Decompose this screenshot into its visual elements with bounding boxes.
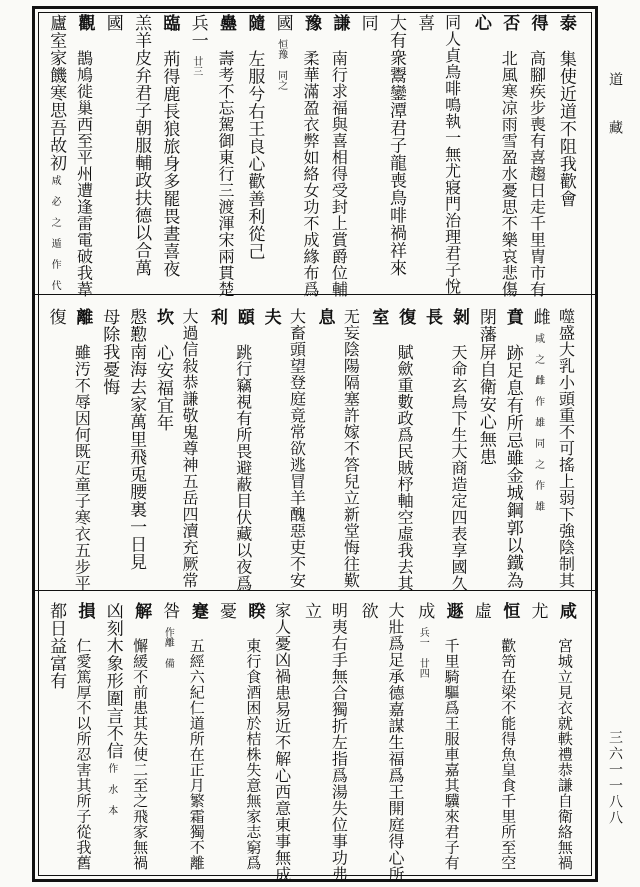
verse-column: 憂 <box>216 602 237 620</box>
hexagram-heading: 遯 <box>442 602 463 619</box>
verse-column: 大壯爲足承德嘉謀生福爲王開庭得心所 <box>385 602 405 883</box>
verse-column: 廬室家饑寒思吾故初 <box>46 14 67 172</box>
verse-column: 心安福宜年 <box>153 344 174 432</box>
verse-column: 噬盛大乳小頭重不可搖上弱下強陰制其 <box>556 308 576 589</box>
annotation-note: 作離 備 <box>162 627 174 668</box>
hexagram-heading: 臨 <box>159 14 180 31</box>
verse-column: 羔羊皮弁君子朝服輔政扶德以合萬 <box>131 14 152 277</box>
verse-column: 凶刻木象形圍言不信 <box>102 602 123 760</box>
verse-column: 喜 <box>414 14 435 32</box>
hexagram-heading: 泰 <box>555 14 576 31</box>
annotation-note: 咸 必 之 遁 作 代 <box>49 175 61 290</box>
verse-column: 宮城立見衣就軼禮恭謙自衛絡無禍 <box>555 638 574 871</box>
hexagram-heading: 觀 <box>74 14 95 31</box>
verse-column: 无妄陰陽隔塞許嫁不答兒立新堂悔往歎 <box>341 308 361 589</box>
verse-column: 明夷右手無合獨折左指爲湯失位事功弗 <box>329 602 349 883</box>
verse-column: 五經六紀仁道所在正月繁霜獨不離 <box>187 638 206 871</box>
verse-column: 大有衆鬻鑾潭君子龍喪鳥啡禍祥來 <box>385 14 406 277</box>
verse-column: 千里騎驅爲王服車嘉其驥來君子有 <box>442 638 461 871</box>
hexagram-heading: 賁 <box>502 308 523 325</box>
verse-column: 國 <box>272 14 293 32</box>
hexagram-heading: 心 <box>470 14 491 31</box>
verse-column: 集使近道不阻我歡會 <box>555 50 576 208</box>
hexagram-heading: 息 <box>314 308 335 325</box>
verse-column: 左服兮右王良心歡善利從己 <box>244 50 265 260</box>
annotation-note: 廿三 <box>190 56 202 76</box>
verse-column: 跡足息有所忌雖金城鋼郭以鐵為 <box>502 344 523 589</box>
hexagram-heading: 復 <box>395 308 416 325</box>
hexagram-heading: 離 <box>72 308 93 325</box>
annotation-note: 兵一 廿四 <box>417 627 429 678</box>
hexagram-heading: 謙 <box>329 14 350 31</box>
verse-column: 懈緩不前患其失使二至之飛家無禍 <box>131 638 150 871</box>
annotation-note: 作 水 本 <box>105 763 117 815</box>
verse-column: 成 <box>414 602 435 620</box>
hexagram-heading: 長 <box>422 308 443 325</box>
verse-column: 閉藩屏自衛安心無患 <box>475 308 496 466</box>
verse-column: 慇懃南海去家萬里飛兎腰裏一日見 <box>126 308 147 571</box>
annotation-note: 恒豫 同之 <box>275 39 287 90</box>
hexagram-heading: 睽 <box>244 602 265 619</box>
hexagram-heading: 否 <box>499 14 520 31</box>
hexagram-heading: 坎 <box>153 308 174 325</box>
verse-column: 家人憂凶禍患易近不解心西意東事無成 <box>272 602 292 883</box>
hexagram-heading: 損 <box>74 602 95 619</box>
verse-column: 同人貞鳥啡鳴執一無尤寢門治理君子悅 <box>442 14 462 295</box>
verse-column: 母除我憂悔 <box>99 308 120 396</box>
verse-column: 壽考不忘駕御東行三渡渾宋兩貫楚 <box>216 50 236 298</box>
verse-column: 尤 <box>527 602 548 620</box>
hexagram-heading: 隨 <box>244 14 265 31</box>
verse-column: 賦歛重數政爲民賊杼軸空虛我去其 <box>395 344 415 592</box>
verse-column: 雌 <box>529 308 550 326</box>
hexagram-heading: 豫 <box>301 14 321 31</box>
verse-column: 東行食酒困於桔株失意無家志窮爲 <box>244 638 263 871</box>
verse-column: 立 <box>301 602 321 620</box>
margin-top-char-1: 道 <box>607 72 623 86</box>
verse-column: 大過信敍恭謙敬鬼尊神五岳四瀆充厥常 <box>179 308 199 589</box>
section-divider <box>32 590 598 591</box>
verse-column: 虛 <box>470 602 491 620</box>
verse-column: 歡笥在梁不能得魚皇食千里所至空 <box>499 638 518 871</box>
hexagram-heading: 蠱 <box>216 14 237 31</box>
verse-column: 雖汚不辱因何既疋童子寒衣五步平 <box>72 344 92 592</box>
verse-column: 荊得鹿長狼旅身多罷畏晝喜夜 <box>159 50 180 278</box>
verse-column: 柔華滿盈衣弊如絡女功不成緣布爲 <box>301 50 320 298</box>
hexagram-heading: 恒 <box>499 602 520 619</box>
verse-column: 跳行竊視有所畏避蔽目伏藏以夜爲 <box>233 344 253 592</box>
verse-column: 都日益富有 <box>46 602 67 690</box>
hexagram-heading: 剝 <box>448 308 469 325</box>
verse-column: 鵲鳩徙巢西至平州遭逢雷電破我葦 <box>74 50 94 298</box>
verse-column: 天命玄鳥下生大商造定四表享國久 <box>448 344 468 592</box>
annotation-note: 咸 之 雌 作 雄 同 之 作 雄 <box>532 333 544 511</box>
hexagram-heading: 解 <box>131 602 152 619</box>
verse-column: 國 <box>102 14 123 32</box>
hexagram-heading: 頤 <box>233 308 254 325</box>
verse-column: 高腳疾步喪有喜趨日走千里冑市有 <box>527 50 547 298</box>
verse-column: 欲 <box>357 602 378 620</box>
hexagram-heading: 得 <box>527 14 548 31</box>
verse-column: 兵一 <box>187 14 208 49</box>
verse-column: 北風寒凉雨雪盈水憂思不樂哀悲傷 <box>499 50 519 298</box>
verse-column: 仁愛篤厚不以所忍害其所子從我舊 <box>74 638 93 871</box>
verse-column: 同 <box>357 14 378 32</box>
hexagram-heading: 室 <box>368 308 389 325</box>
hexagram-heading: 利 <box>206 308 227 325</box>
hexagram-heading: 咸 <box>555 602 576 619</box>
hexagram-heading: 夫 <box>260 308 281 325</box>
verse-column: 南行求福與喜相得受封上賞爵位輔 <box>329 50 349 298</box>
verse-column: 復 <box>45 308 66 326</box>
verse-column: 大畜頭望登庭竟常欲逃冒羊醜惡吏不安 <box>287 308 307 589</box>
margin-top-char-2: 藏 <box>607 120 623 134</box>
margin-page-number: 三六一一八八 <box>607 730 623 826</box>
verse-column: 咎 <box>159 602 180 620</box>
hexagram-heading: 蹇 <box>187 602 208 619</box>
